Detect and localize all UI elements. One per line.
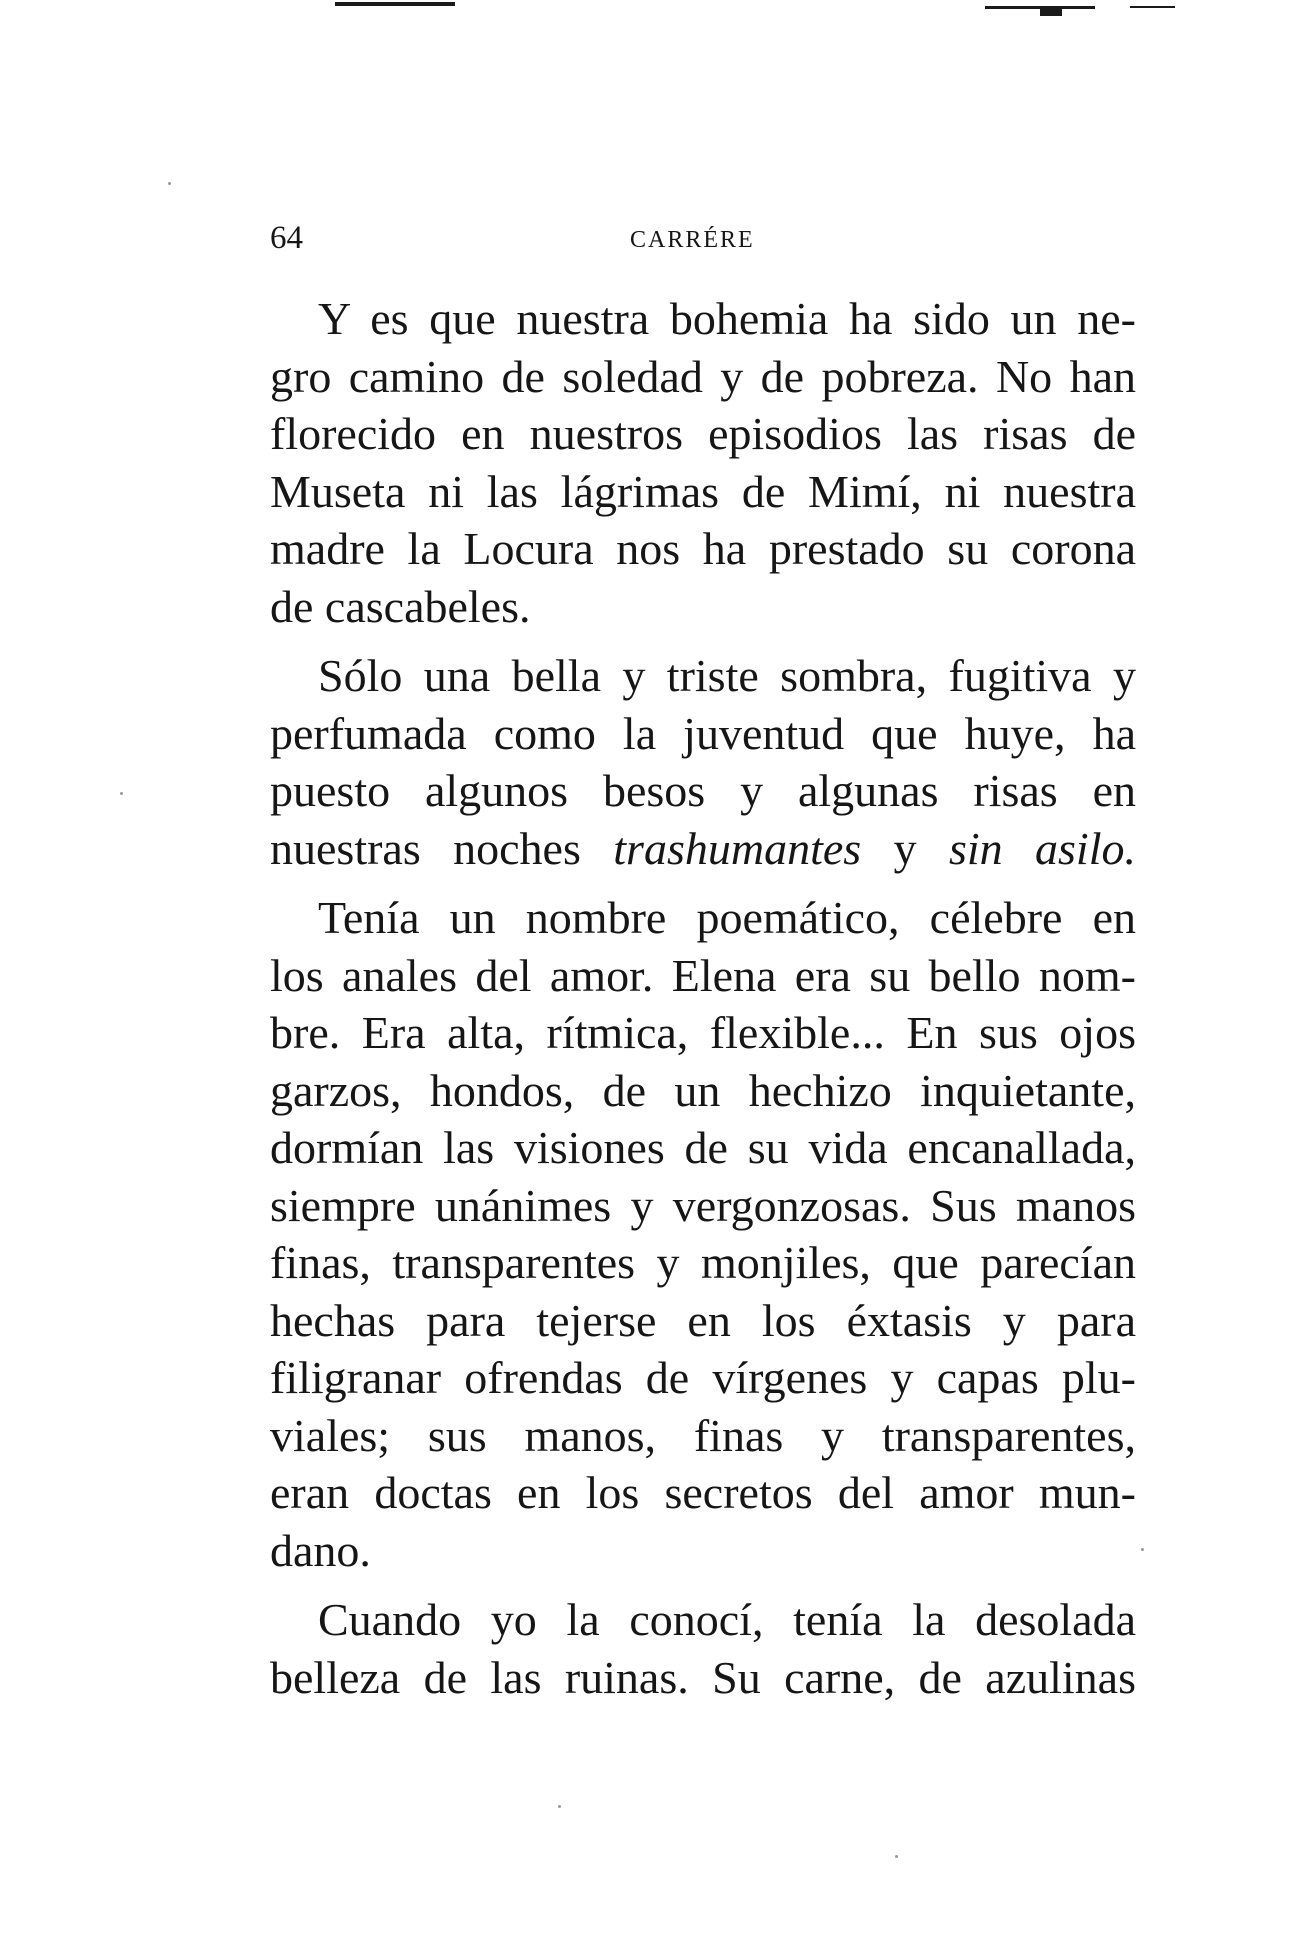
scan-artifact-left: [335, 2, 455, 6]
paragraph-1: [270, 290, 1136, 635]
text-line-with-emphasis: [270, 820, 1136, 878]
paragraph-3: [270, 889, 1136, 1579]
speck: [1141, 1548, 1144, 1551]
text-line: garzos, hondos, de un hechizo inquietante,: [270, 1064, 1136, 1116]
scan-artifact-far-right: [1130, 6, 1175, 8]
body-text: [270, 290, 1136, 1718]
text-line: viales; sus manos, finas y transparentes,: [270, 1409, 1136, 1461]
text-line: siempre unánimes y vergonzosas. Sus manos: [270, 1179, 1136, 1231]
text-line: madre la Locura nos ha prestado su corona: [270, 523, 1136, 574]
text-line: filigranar ofrendas de vírgenes y capas plu-: [270, 1352, 1136, 1403]
running-head: CARRÉRE: [630, 227, 755, 253]
text-line: perfumada como la juventud que huye, ha: [270, 707, 1136, 759]
text-run: nuestras noches: [270, 822, 614, 874]
text-line: Cuando yo la conocí, tenía la desolada: [318, 1594, 1136, 1645]
text-line: finas, transparentes y monjiles, que parecían: [270, 1237, 1136, 1288]
scan-artifact-right-tick: [1040, 9, 1062, 16]
text-line: los anales del amor. Elena era su bello nom-: [270, 949, 1136, 1001]
text-run: y: [861, 822, 949, 874]
italic-run: sin asilo.: [948, 822, 1136, 874]
speck: [120, 792, 123, 795]
text-line: gro camino de soledad y de pobreza. No han: [270, 350, 1136, 402]
speck: [895, 1855, 898, 1858]
text-line: Y es que nuestra bohemia ha sido un ne-: [318, 293, 1136, 344]
text-line: florecido en nuestros episodios las risas de: [270, 408, 1136, 459]
text-line: hechas para tejerse en los éxtasis y para: [270, 1294, 1136, 1346]
paragraph-2: [270, 647, 1136, 877]
text-line: eran doctas en los secretos del amor mun-: [270, 1467, 1136, 1518]
text-line: belleza de las ruinas. Su carne, de azulinas: [270, 1651, 1136, 1703]
text-line: dormían las visiones de su vida encanallada,: [270, 1122, 1136, 1173]
speck: [558, 1805, 561, 1808]
text-line: Museta ni las lágrimas de Mimí, ni nuestra: [270, 465, 1136, 517]
text-line: de cascabeles.: [270, 580, 531, 632]
paragraph-4: [270, 1591, 1136, 1706]
page-header: [270, 218, 1136, 258]
page-number: 64: [270, 220, 303, 256]
italic-run: trashumantes: [613, 822, 862, 874]
text-line: Sólo una bella y triste sombra, fugitiva y: [318, 650, 1136, 701]
text-line: dano.: [270, 1524, 371, 1576]
text-line: Tenía un nombre poemático, célebre en: [318, 892, 1136, 943]
text-line: puesto algunos besos y algunas risas en: [270, 765, 1136, 816]
text-line: bre. Era alta, rítmica, flexible... En sus ojos: [270, 1007, 1136, 1058]
speck: [168, 182, 171, 185]
